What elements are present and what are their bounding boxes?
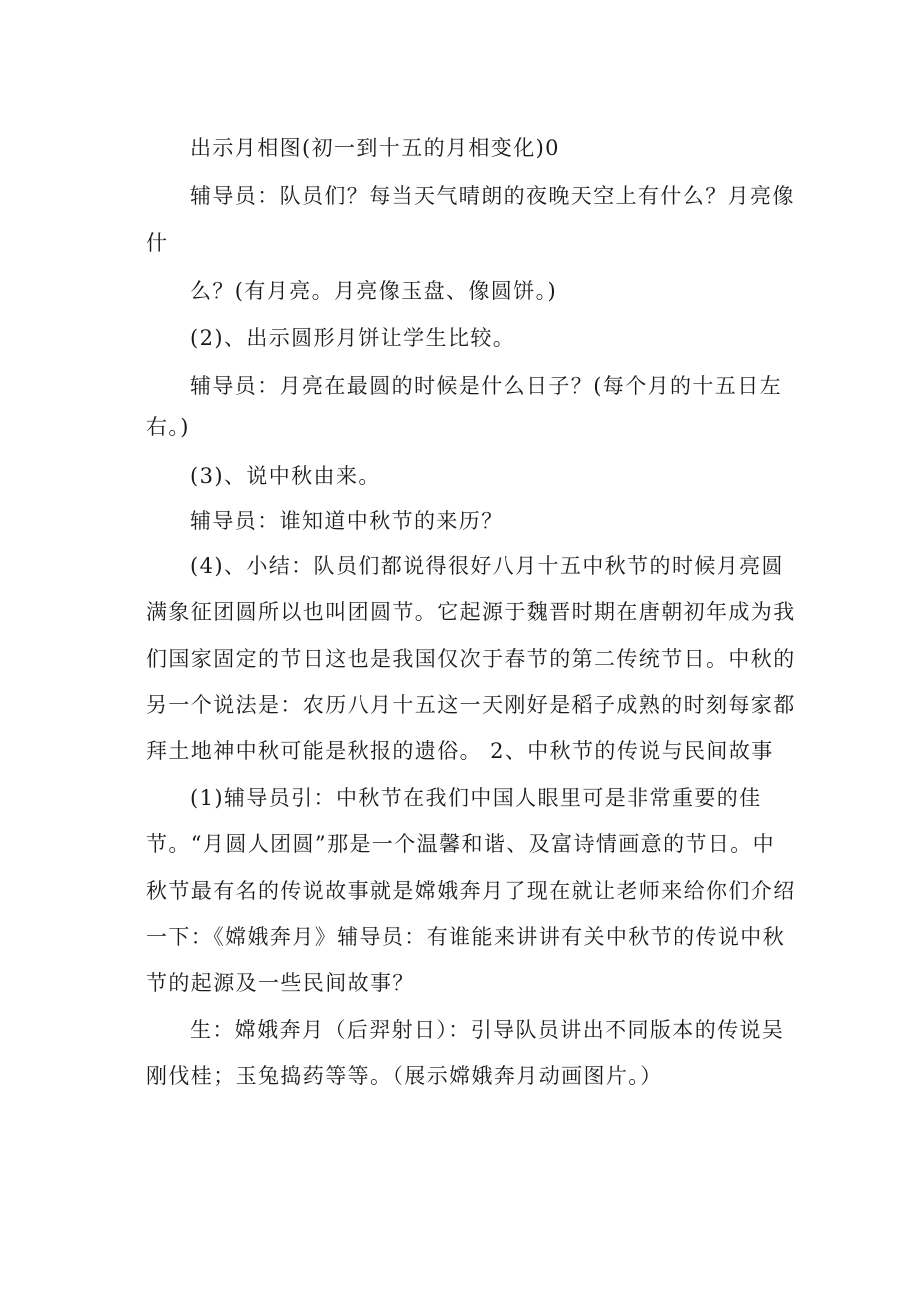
text-line-counselor-question-3: 辅导员：谁知道中秋节的来历？ — [190, 509, 504, 533]
text-line-counselor-question-2-cont: 右。) — [146, 415, 190, 439]
text-line-summary-cont-2: 们国家固定的节日这也是我国仅次于春节的第二传统节日。中秋的 — [146, 647, 796, 671]
text-line-student-story: 生：嫦娥奔月（后羿射日）：引导队员讲出不同版本的传说吴 — [190, 1018, 785, 1042]
text-line-summary-cont-4: 拜土地神中秋可能是秋报的遗俗。 2、中秋节的传说与民间故事 — [146, 739, 774, 763]
text-line-student-story-cont: 刚伐桂；玉兔捣药等等。（展示嫦娥奔月动画图片。） — [146, 1064, 663, 1088]
text-line-answer-1: 么？(有月亮。月亮像玉盘、像圆饼。) — [190, 279, 558, 303]
text-line-intro-cont-4: 节的起源及一些民间故事？ — [146, 971, 415, 995]
text-line-intro-cont-3: 一下：《嫦娥奔月》辅导员：有谁能来讲讲有关中秋节的传说中秋 — [146, 925, 786, 949]
text-line-counselor-intro: (1)辅导员引：中秋节在我们中国人眼里可是非常重要的佳 — [190, 786, 762, 810]
text-line-counselor-question-1: 辅导员：队员们？每当天气晴朗的夜晚天空上有什么？月亮像 — [190, 184, 795, 208]
text-line-counselor-question-1-cont: 什 — [146, 231, 169, 255]
text-line-summary-cont-1: 满象征团圆所以也叫团圆节。它起源于魏晋时期在唐朝初年成为我 — [146, 600, 796, 624]
text-line-step-3: (3)、说中秋由来。 — [190, 464, 381, 488]
text-line-summary-cont-3: 另一个说法是：农历八月十五这一天刚好是稻子成熟的时刻每家都 — [146, 693, 796, 717]
text-line-intro-cont-1: 节。“月圆人团圆”那是一个温馨和谐、及富诗情画意的节日。中 — [146, 832, 776, 856]
text-line-step-4-summary: (4)、小结：队员们都说得很好八月十五中秋节的时候月亮圆 — [190, 554, 784, 578]
text-line-moon-phase-chart: 出示月相图(初一到十五的月相变化)0 — [190, 136, 560, 160]
text-line-step-2: (2)、出示圆形月饼让学生比较。 — [190, 326, 516, 350]
text-line-counselor-question-2: 辅导员：月亮在最圆的时候是什么日子？(每个月的十五日左 — [190, 374, 782, 398]
text-line-intro-cont-2: 秋节最有名的传说故事就是嫦娥奔月了现在就让老师来给你们介绍 — [146, 879, 796, 903]
